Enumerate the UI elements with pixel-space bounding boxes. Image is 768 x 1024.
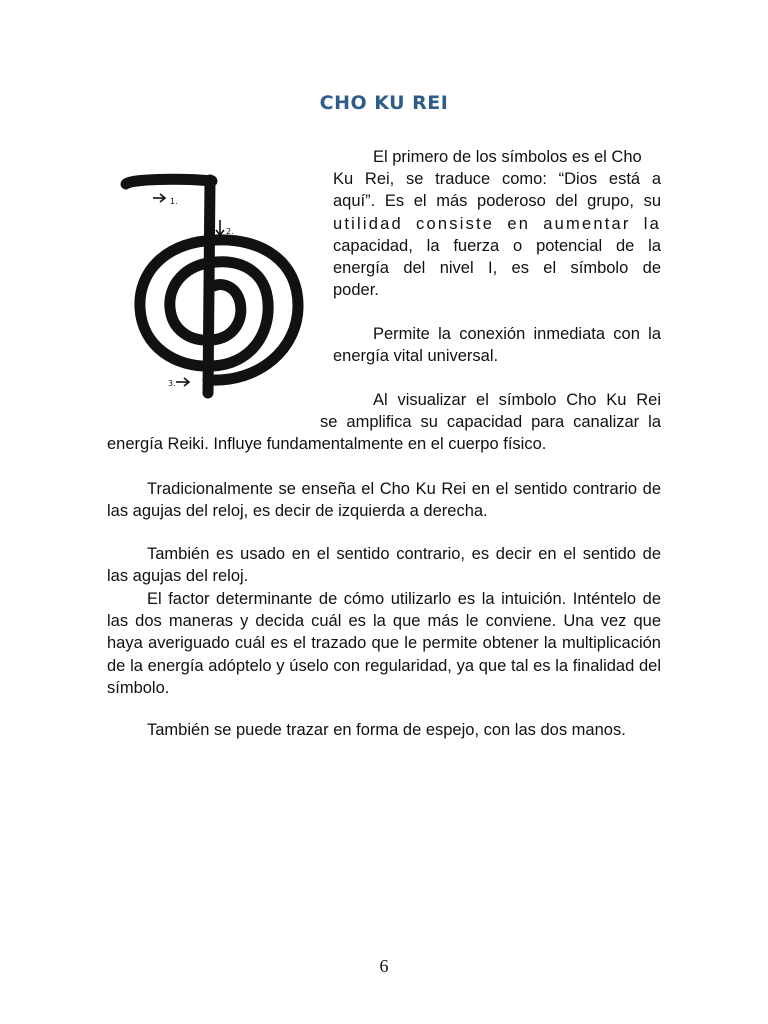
text-line: Al visualizar el símbolo Cho Ku Rei (373, 391, 661, 409)
arrow-right-icon (176, 378, 189, 386)
paragraph-intro (333, 146, 661, 301)
arrow-right-icon (153, 194, 165, 202)
step-label-1: 1. (170, 197, 178, 206)
paragraph-intuition: El factor determinante de cómo utilizarlo es la intuición. Inténtelo de las dos maneras y decida cuál es la que más le conviene. Una vez que haya averiguado cuál es el trazado que le permite obtener la multiplicación de la energía adóptelo y úselo con regularidad, ya que tal es la finalidad del símbolo. (107, 590, 661, 697)
page-number: 6 (379, 956, 389, 976)
text-line: energía del nivel I, es el símbolo de (333, 259, 661, 278)
text-line: El primero de los símbolos es el Cho (373, 148, 642, 166)
text-line: energía vital universal. (333, 347, 499, 366)
paragraph-visualize-line3 (107, 433, 661, 455)
text-line: poder. (333, 281, 379, 300)
paragraph-visualize-line2 (320, 411, 661, 433)
step-label-3: 3. (168, 379, 176, 388)
text-line: Permite la conexión inmediata con la (373, 325, 661, 343)
text-line: energía Reiki. Influye fundamentalmente en el cuerpo físico. (107, 435, 547, 453)
arrow-down-icon (216, 220, 224, 235)
page-title: CHO KU REI (319, 92, 449, 114)
text-line: utilidad consiste en aumentar la (333, 214, 661, 233)
text-line: aquí”. Es el más poderoso del grupo, su (333, 192, 661, 211)
paragraph-connection (333, 323, 661, 367)
paragraph-mirror: También se puede trazar en forma de espejo, con las dos manos. (147, 721, 626, 739)
paragraph-clockwise: También es usado en el sentido contrario, es decir en el sentido de las agujas del reloj. (107, 545, 661, 586)
paragraph-visualize-line1 (373, 389, 661, 411)
text-line: capacidad, la fuerza o potencial de la (333, 236, 661, 255)
step-label-2: 2. (226, 227, 234, 236)
text-line: Ku Rei, se traduce como: “Dios está a (333, 170, 661, 189)
paragraph-traditional: Tradicionalmente se enseña el Cho Ku Rei en el sentido contrario de las agujas del reloj, es decir de izquierda a derecha. (107, 480, 661, 521)
text-line: se amplifica su capacidad para canalizar la (320, 413, 661, 431)
cho-ku-rei-symbol-icon (120, 168, 320, 408)
